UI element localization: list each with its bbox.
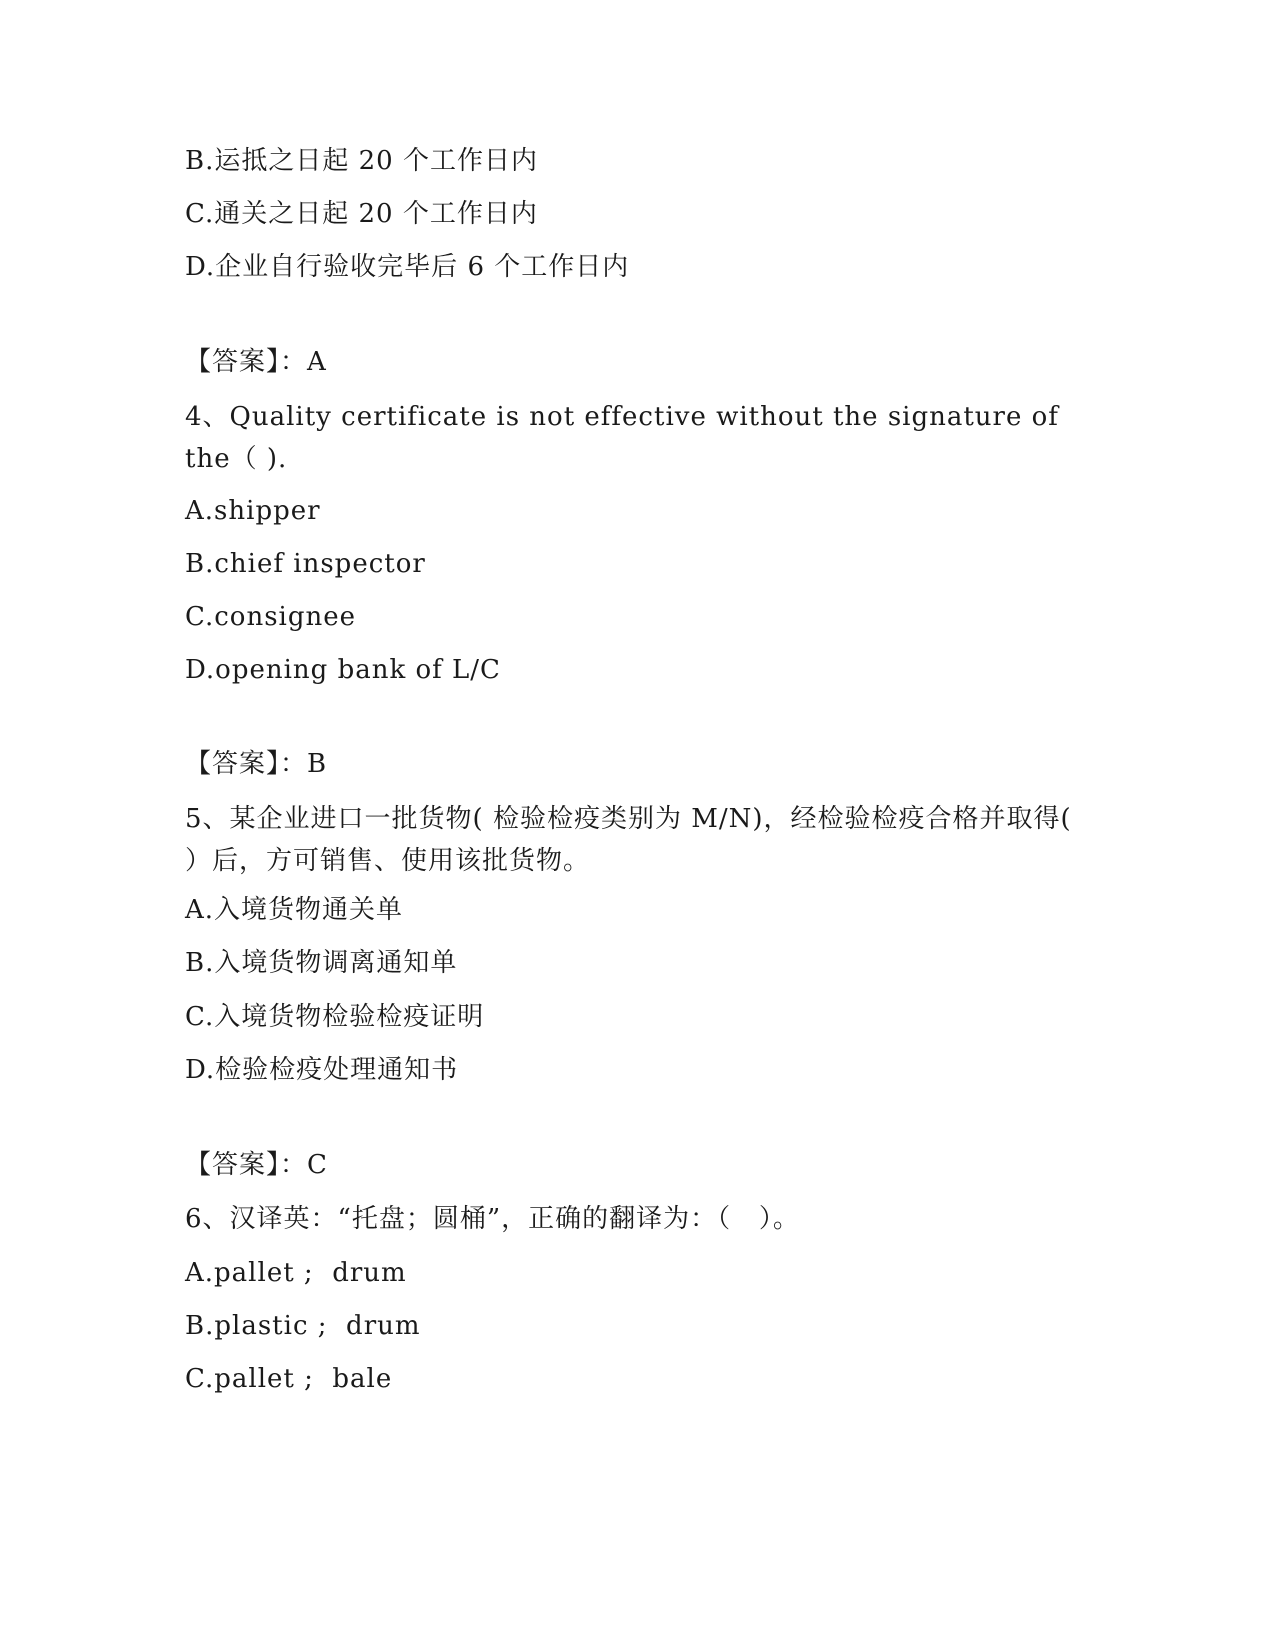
q5-option-a: A.入境货物通关单	[185, 895, 404, 925]
q3-option-b: B.运抵之日起 20 个工作日内	[185, 146, 538, 176]
q5-answer: 【答案】：C	[185, 1150, 328, 1180]
q4-option-b: B.chief inspector	[185, 549, 426, 579]
q6-option-b: B.plastic ; drum	[185, 1311, 421, 1341]
q5-option-c: C.入境货物检验检疫证明	[185, 1002, 485, 1032]
q4-option-d: D.opening bank of L/C	[185, 655, 501, 685]
q6-option-a: A.pallet ; drum	[185, 1258, 407, 1288]
q3-answer: 【答案】：A	[185, 347, 327, 377]
q3-option-d: D.企业自行验收完毕后 6 个工作日内	[185, 252, 630, 282]
q5-option-d: D.检验检疫处理通知书	[185, 1055, 459, 1085]
q6-question: 6、汉译英：“托盘；圆桶”，正确的翻译为：（ ）。	[185, 1204, 800, 1234]
q5-question: 5、某企业进口一批货物( 检验检疫类别为 M/N)，经检验检疫合格并取得( ）后，方可销售、使用该批货物。	[185, 804, 1072, 876]
q6-option-c: C.pallet ; bale	[185, 1364, 393, 1394]
q4-question: 4、Quality certificate is not effective without the signature of the（ ).	[185, 402, 1059, 474]
q4-answer: 【答案】：B	[185, 749, 328, 779]
q4-option-a: A.shipper	[185, 496, 321, 526]
q3-option-c: C.通关之日起 20 个工作日内	[185, 199, 538, 229]
q4-option-c: C.consignee	[185, 602, 357, 632]
q5-option-b: B.入境货物调离通知单	[185, 948, 458, 978]
